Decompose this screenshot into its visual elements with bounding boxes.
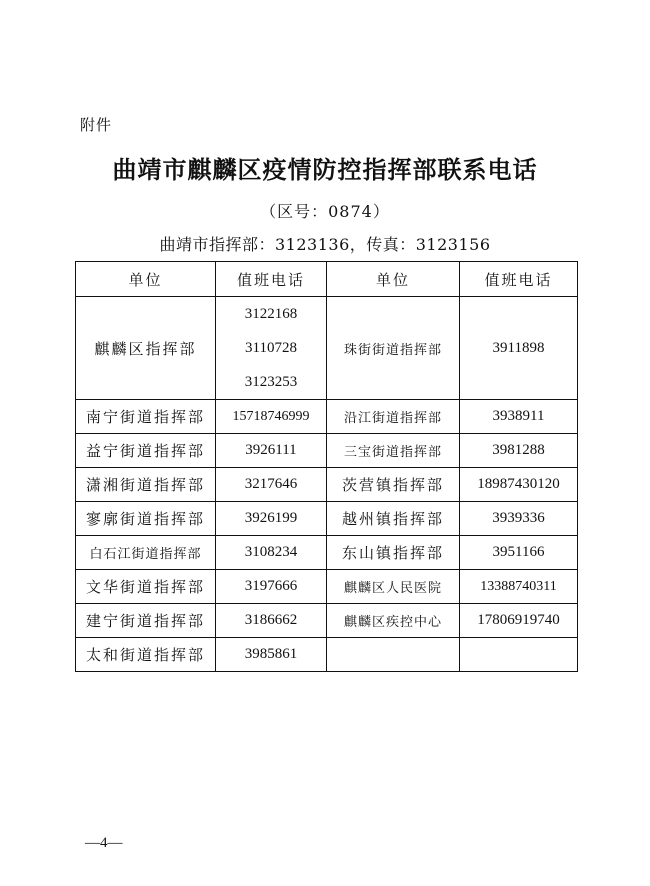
table-row: [76, 570, 578, 604]
unit-cell: 南宁街道指挥部: [76, 400, 216, 434]
table-row: [76, 638, 578, 672]
table-row: [76, 502, 578, 536]
phone-cell: 3938911: [460, 400, 578, 434]
header-unit-left: 单位: [76, 262, 216, 297]
unit-cell: 麒麟区人民医院: [327, 570, 460, 604]
empty-cell: [460, 638, 578, 672]
phone-cell: 3951166: [460, 536, 578, 570]
header-phone-right: 值班电话: [460, 262, 578, 297]
table-header-row: [76, 262, 578, 297]
contact-table: [75, 261, 578, 672]
phone-cell: 3926199: [216, 502, 327, 536]
table-row: [76, 604, 578, 638]
unit-cell: 东山镇指挥部: [327, 536, 460, 570]
phone-cell: 17806919740: [460, 604, 578, 638]
headquarters-contact: 曲靖市指挥部：3123136，传真：3123156: [159, 235, 491, 254]
phone-cell: 3985861: [216, 638, 327, 672]
phone-cell: 3108234: [216, 536, 327, 570]
unit-cell: 三宝街道指挥部: [327, 434, 460, 468]
unit-cell: 文华街道指挥部: [76, 570, 216, 604]
phone-cell: 13388740311: [460, 570, 578, 604]
table-row: [76, 468, 578, 502]
page-number: —4—: [85, 835, 123, 851]
header-unit-right: 单位: [327, 262, 460, 297]
unit-cell: 寥廓街道指挥部: [76, 502, 216, 536]
phone-number: 3122168: [244, 306, 298, 322]
header-phone-left: 值班电话: [216, 262, 327, 297]
table-row: [76, 297, 578, 400]
unit-cell: 太和街道指挥部: [76, 638, 216, 672]
unit-cell: 茨营镇指挥部: [327, 468, 460, 502]
unit-cell: 白石江街道指挥部: [76, 536, 216, 570]
phone-cell: 3926111: [216, 434, 327, 468]
unit-cell: 麒麟区疾控中心: [327, 604, 460, 638]
table-row: [76, 400, 578, 434]
area-code: （区号：0874）: [260, 202, 390, 221]
phone-cell: 15718746999: [216, 400, 327, 434]
phone-cell: 3186662: [216, 604, 327, 638]
phone-cell: 3911898: [460, 297, 578, 400]
attachment-label: 附件: [80, 116, 113, 134]
table-row: [76, 536, 578, 570]
phone-cell: 3197666: [216, 570, 327, 604]
phone-cell: [216, 297, 327, 400]
phone-cell: 3217646: [216, 468, 327, 502]
phone-number: 3110728: [245, 340, 297, 356]
phone-cell: 3939336: [460, 502, 578, 536]
unit-cell: 潇湘街道指挥部: [76, 468, 216, 502]
document-title: 曲靖市麒麟区疫情防控指挥部联系电话: [112, 155, 538, 184]
empty-cell: [327, 638, 460, 672]
unit-cell: 麒麟区指挥部: [76, 297, 216, 400]
table-row: [76, 434, 578, 468]
unit-cell: 建宁街道指挥部: [76, 604, 216, 638]
unit-cell: 沿江街道指挥部: [327, 400, 460, 434]
unit-cell: 益宁街道指挥部: [76, 434, 216, 468]
phone-cell: 3981288: [460, 434, 578, 468]
unit-cell: 珠街街道指挥部: [327, 297, 460, 400]
unit-cell: 越州镇指挥部: [327, 502, 460, 536]
phone-number: 3123253: [244, 374, 298, 390]
phone-cell: 18987430120: [460, 468, 578, 502]
